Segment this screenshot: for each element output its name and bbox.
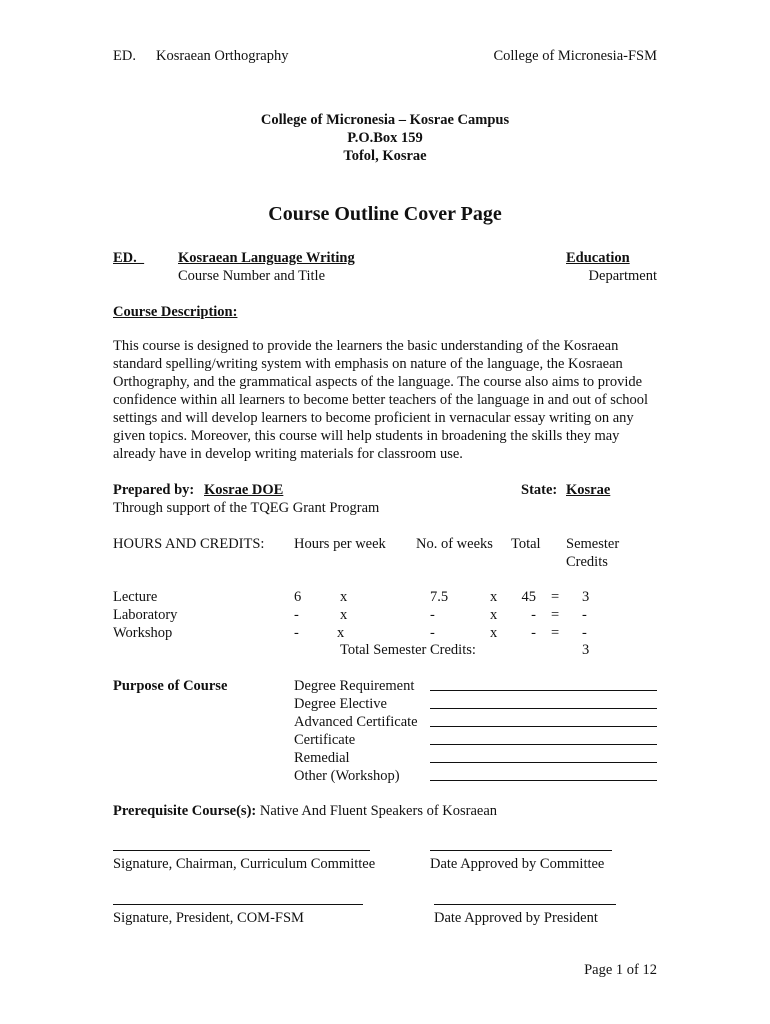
- prepared-label: Prepared by:: [113, 482, 195, 498]
- description-text: This course is designed to provide the learners the basic understanding of the Kosraean standard spelling/writing system with emphasis on nature of the language, the Kosraean Orthography, and the grammatical aspects of the language. The course also aims to provide confidence within all learners to become better teachers of the language in and out of school settings and will develop learners to become proficient in vernacular essay writing on any given topics. Moreover, this course will help students in broadening the skills they may already have in develop writing materials for classroom use.: [113, 338, 649, 462]
- page-title: Course Outline Cover Page: [268, 203, 502, 225]
- state-label: State:: [521, 482, 558, 498]
- row-multiply-1: x: [340, 589, 348, 605]
- purpose-other-workshop: Other (Workshop): [294, 768, 400, 784]
- course-number: ED._: [113, 250, 145, 266]
- row-name: Workshop: [113, 625, 173, 641]
- row-total: -: [531, 607, 536, 623]
- header-course-title: Kosraean Orthography: [156, 48, 289, 64]
- signature-chairman-line[interactable]: [113, 850, 370, 851]
- purpose-label: Purpose of Course: [113, 678, 228, 694]
- row-credits: -: [582, 607, 587, 623]
- row-equals: =: [551, 625, 560, 641]
- prerequisite: [113, 802, 497, 820]
- total-credits-value: 3: [582, 642, 590, 658]
- row-total: -: [531, 625, 536, 641]
- row-credits: -: [582, 625, 587, 641]
- course-number-title-caption: Course Number and Title: [178, 268, 326, 284]
- row-credits: 3: [582, 589, 590, 605]
- header-course-code: ED.: [113, 48, 136, 64]
- date-president-label: Date Approved by President: [434, 910, 598, 926]
- row-weeks: 7.5: [430, 589, 449, 605]
- col-semester: Semester: [566, 536, 620, 552]
- signature-chairman-label: Signature, Chairman, Curriculum Committee: [113, 856, 376, 872]
- date-president-line[interactable]: [434, 904, 616, 905]
- row-name: Lecture: [113, 589, 158, 605]
- purpose-certificate: Certificate: [294, 732, 356, 748]
- course-title: Kosraean Language Writing: [178, 250, 355, 266]
- row-total: 45: [521, 589, 536, 605]
- state-value: Kosrae: [566, 482, 611, 498]
- prerequisite-value: Native And Fluent Speakers of Kosraean: [259, 803, 498, 819]
- page-number: Page 1 of 12: [584, 962, 657, 978]
- prepared-value: Kosrae DOE: [204, 482, 284, 498]
- purpose-remedial-line[interactable]: [430, 762, 657, 763]
- purpose-certificate-line[interactable]: [430, 744, 657, 745]
- purpose-degree-elective: Degree Elective: [294, 696, 387, 712]
- prerequisite-label: Prerequisite Course(s):: [113, 803, 257, 819]
- date-committee-label: Date Approved by Committee: [430, 856, 605, 872]
- row-equals: =: [551, 589, 560, 605]
- col-total: Total: [511, 536, 541, 552]
- purpose-degree-requirement: Degree Requirement: [294, 678, 415, 694]
- row-multiply-2: x: [490, 589, 498, 605]
- address-line-2: P.O.Box 159: [347, 130, 423, 146]
- purpose-other-workshop-line[interactable]: [430, 780, 657, 781]
- address-line-1: College of Micronesia – Kosrae Campus: [260, 112, 510, 128]
- purpose-remedial: Remedial: [294, 750, 350, 766]
- purpose-advanced-certificate: Advanced Certificate: [294, 714, 418, 730]
- col-credits: Credits: [566, 554, 608, 570]
- row-hours: -: [294, 625, 299, 641]
- row-name: Laboratory: [113, 607, 178, 623]
- row-weeks: -: [430, 607, 435, 623]
- purpose-degree-elective-line[interactable]: [430, 708, 657, 709]
- row-multiply-2: x: [490, 607, 498, 623]
- col-no-of-weeks: No. of weeks: [416, 536, 493, 552]
- signature-president-label: Signature, President, COM-FSM: [113, 910, 304, 926]
- row-multiply-1: x: [340, 607, 348, 623]
- date-committee-line[interactable]: [430, 850, 612, 851]
- signature-president-line[interactable]: [113, 904, 363, 905]
- row-hours: -: [294, 607, 299, 623]
- purpose-degree-requirement-line[interactable]: [430, 690, 657, 691]
- row-multiply-2: x: [490, 625, 498, 641]
- col-hours-per-week: Hours per week: [294, 536, 386, 552]
- department-name: Education: [566, 250, 630, 266]
- row-weeks: -: [430, 625, 435, 641]
- header-college: College of Micronesia-FSM: [493, 48, 657, 64]
- department-caption: Department: [588, 268, 657, 284]
- prepared-support: Through support of the TQEG Grant Program: [113, 500, 380, 516]
- hours-credits-label: HOURS AND CREDITS:: [113, 536, 265, 552]
- address-line-3: Tofol, Kosrae: [343, 148, 427, 164]
- row-multiply-1: x: [337, 625, 345, 641]
- description-heading: Course Description:: [113, 304, 238, 320]
- row-equals: =: [551, 607, 560, 623]
- purpose-advanced-certificate-line[interactable]: [430, 726, 657, 727]
- row-hours: 6: [294, 589, 302, 605]
- total-credits-label: Total Semester Credits:: [340, 642, 476, 658]
